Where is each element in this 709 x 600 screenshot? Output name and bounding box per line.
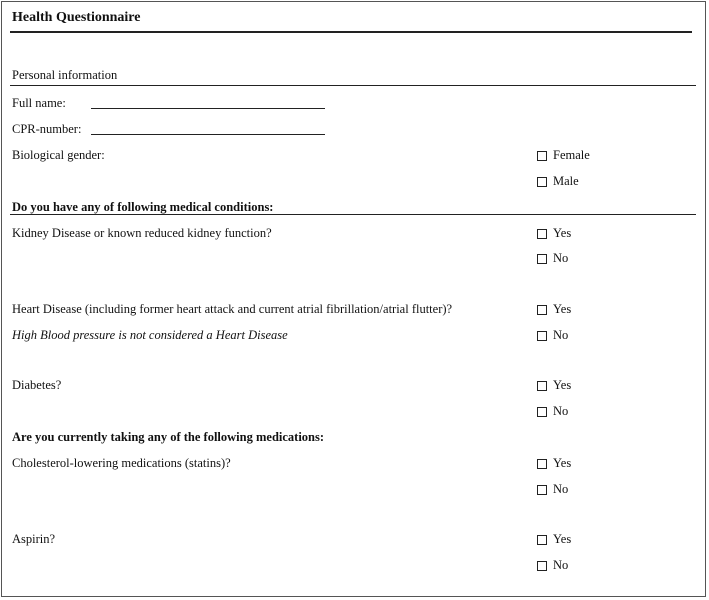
conditions-divider [10,214,696,215]
checkbox-icon[interactable] [537,381,547,391]
checkbox-icon[interactable] [537,459,547,469]
kidney-question: Kidney Disease or known reduced kidney function? [12,226,272,240]
health-questionnaire-form [1,1,706,597]
kidney-no-option[interactable] [537,251,568,266]
gender-male-option[interactable] [537,174,579,189]
heart-no-option[interactable] [537,328,568,343]
conditions-heading: Do you have any of following medical conditions: [12,200,274,214]
personal-info-divider [10,85,696,86]
form-title: Health Questionnaire [12,10,141,25]
statins-yes-option[interactable] [537,456,571,471]
statins-question: Cholesterol-lowering medications (statins)? [12,456,231,470]
option-label: No [553,328,569,342]
checkbox-icon[interactable] [537,407,547,417]
checkbox-icon[interactable] [537,561,547,571]
cpr-number-label: CPR-number: [12,122,82,136]
heart-note: High Blood pressure is not considered a Heart Disease [12,328,288,342]
option-label: No [553,482,569,496]
cpr-number-field[interactable] [91,134,325,135]
gender-female-option[interactable] [537,148,590,163]
aspirin-no-option[interactable] [537,558,568,573]
checkbox-icon[interactable] [537,331,547,341]
checkbox-icon[interactable] [537,254,547,264]
option-label: Yes [553,456,572,470]
personal-info-heading: Personal information [12,68,118,82]
aspirin-question: Aspirin? [12,532,56,546]
option-label: No [553,404,569,418]
checkbox-icon[interactable] [537,305,547,315]
diabetes-question: Diabetes? [12,378,62,392]
option-label: Yes [553,226,572,240]
option-label: No [553,251,569,265]
option-label: Male [553,174,579,188]
option-label: Yes [553,378,572,392]
full-name-field[interactable] [91,108,325,109]
checkbox-icon[interactable] [537,177,547,187]
heart-yes-option[interactable] [537,302,571,317]
statins-no-option[interactable] [537,482,568,497]
checkbox-icon[interactable] [537,229,547,239]
option-label: Female [553,148,590,162]
biological-gender-label: Biological gender: [12,148,105,162]
heart-question: Heart Disease (including former heart attack and current atrial fibrillation/atrial flutter)? [12,302,453,316]
medications-heading: Are you currently taking any of the following medications: [12,430,325,444]
option-label: Yes [553,302,572,316]
title-divider [10,31,692,33]
aspirin-yes-option[interactable] [537,532,571,547]
checkbox-icon[interactable] [537,485,547,495]
checkbox-icon[interactable] [537,535,547,545]
diabetes-yes-option[interactable] [537,378,571,393]
kidney-yes-option[interactable] [537,226,571,241]
option-label: Yes [553,532,572,546]
full-name-label: Full name: [12,96,66,110]
option-label: No [553,558,569,572]
diabetes-no-option[interactable] [537,404,568,419]
checkbox-icon[interactable] [537,151,547,161]
